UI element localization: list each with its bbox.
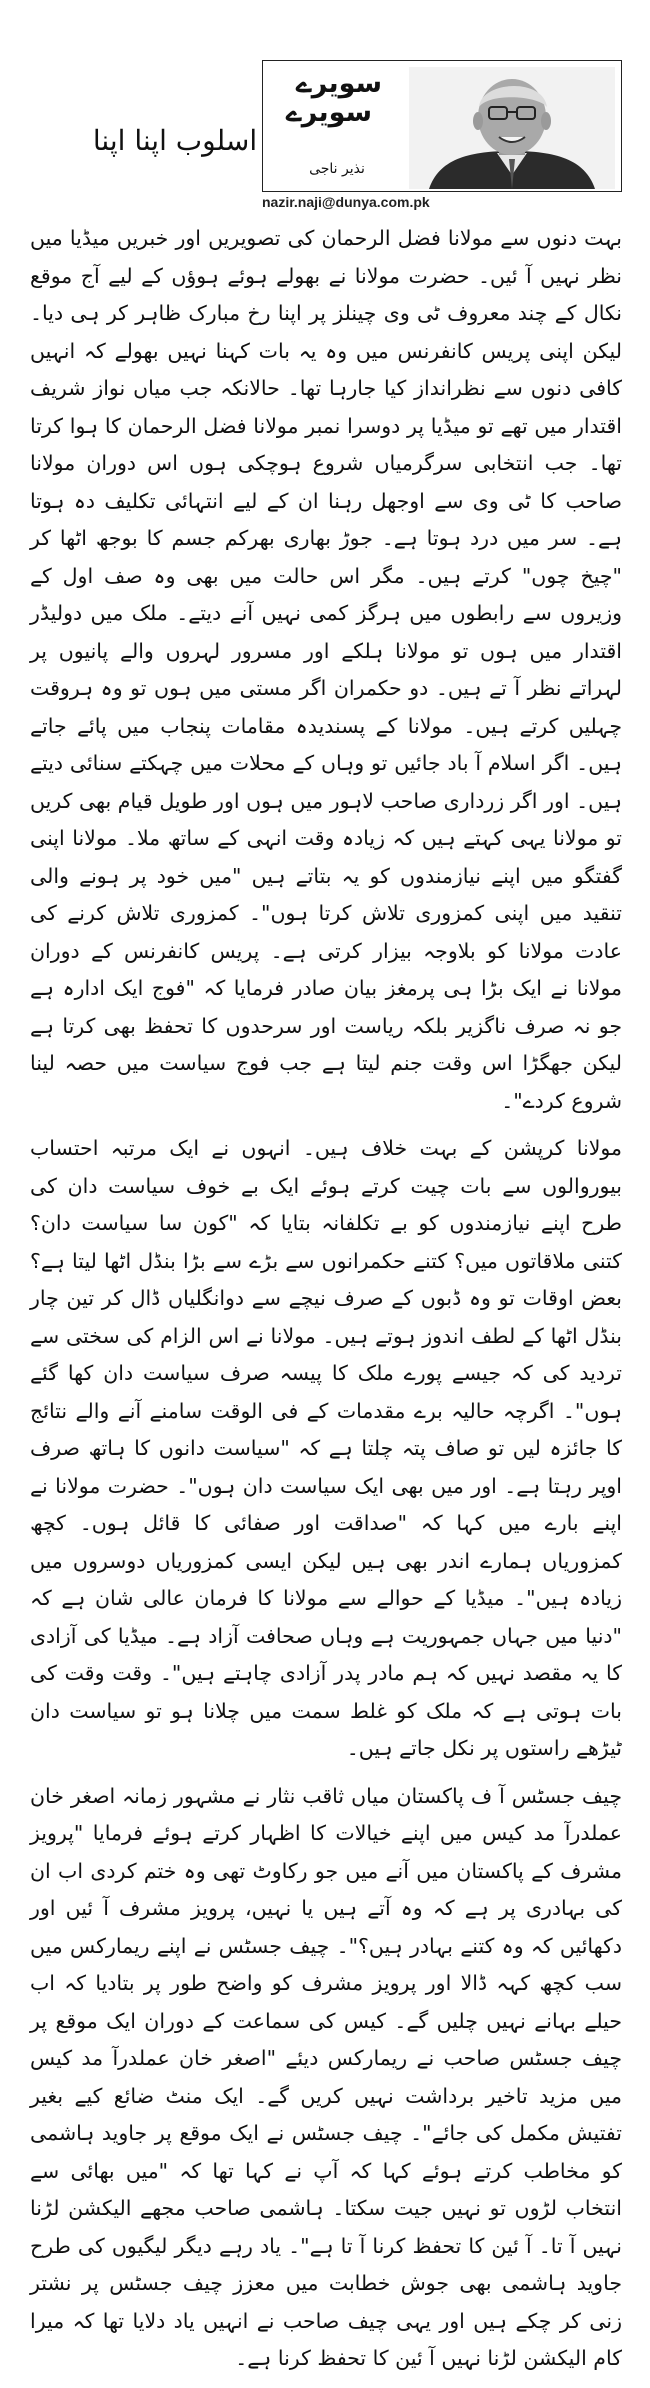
column-brand-logo xyxy=(269,69,409,139)
author-name: نذیر ناجی xyxy=(309,161,365,177)
brand-line-2: سویرے xyxy=(285,97,373,128)
article-paragraph-2: مولانا کرپشن کے بہت خلاف ہیں۔ انہوں نے ایک مرتبہ احتساب بیوروالوں سے بات چیت کرتے ہوئے ایک بے خوف سیاست دان کی طرح اپنے نیازمندوں کو بے تکلفانہ بتایا کہ "کون سا سیاست دان؟ کتنی ملاقاتوں میں؟ کتنے حکمرانوں سے بڑے سے بڑا بنڈل اٹھا لیتا ہے؟ بعض اوقات تو وہ ڈبوں کے صرف نیچے سے دوانگلیاں ڈال کر تین چار بنڈل اٹھا کے لطف اندوز ہوتے ہیں۔ مولانا نے اس الزام کی سختی سے تردید کی کہ جیسے پورے ملک کا پیسہ صرف سیاست دان کھا گئے ہوں"۔ اگرچہ حالیہ برے مقدمات کے فی الوقت سامنے آنے والے نتائج کا جائزہ لیں تو صاف پتہ چلتا ہے کہ "سیاست دانوں کا ہاتھ صرف اوپر رہتا ہے۔ اور میں بھی ایک سیاست دان ہوں"۔ حضرت مولانا نے اپنے بارے میں کہا کہ "صداقت اور صفائی کا قائل ہوں۔ کچھ کمزوریاں ہمارے اندر بھی ہیں لیکن ایسی کمزوریاں دوسروں میں زیادہ ہیں"۔ میڈیا کے حوالے سے مولانا کا فرمان عالی شان ہے کہ "دنیا میں جہاں جمہوریت ہے وہاں صحافت آزاد ہے۔ میڈیا کی آزادی کا یہ مقصد نہیں کہ ہم مادر پدر آزادی چاہتے ہیں"۔ وقت وقت کی بات ہوتی ہے کہ ملک کو غلط سمت میں چلانا ہو تو سیاست دان ٹیڑھے راستوں پر نکل جاتے ہیں۔ xyxy=(30,1136,622,1760)
column-header-box xyxy=(262,60,622,192)
brand-line-1: سویرے xyxy=(295,68,383,99)
author-portrait xyxy=(409,67,615,189)
article-body xyxy=(30,220,622,2388)
article-paragraph-3: چیف جسٹس آ ف پاکستان میاں ثاقب نثار نے مشہور زمانہ اصغر خان عملدرآ مد کیس میں اپنے خیالات کا اظہار کرتے ہوئے فرمایا "پرویز مشرف کے پاکستان میں آنے میں جو رکاوٹ تھی وہ ختم کردی اب ان کی بہادری پر ہے کہ وہ آتے ہیں یا نہیں، پرویز مشرف آ ئیں اور دکھائیں کہ وہ کتنے بہادر ہیں؟"۔ چیف جسٹس نے اپنے ریمارکس میں سب کچھ کہہ ڈالا اور پرویز مشرف کو واضح طور پر بتادیا کہ اب حیلے بہانے نہیں چلیں گے۔ کیس کی سماعت کے دوران ایک موقع پر چیف جسٹس صاحب نے ریمارکس دیئے "اصغر خان عملدرآ مد کیس میں مزید تاخیر برداشت نہیں کریں گے۔ ایک منٹ ضائع کیے بغیر تفتیش مکمل کی جائے"۔ چیف جسٹس نے ایک موقع پر جاوید ہاشمی کو مخاطب کرتے ہوئے کہا کہ آپ نے کہا تھا کہ "میں بھائی سے انتخاب لڑوں تو نہیں جیت سکتا۔ ہاشمی صاحب مجھے الیکشن لڑنا نہیں آ تا۔ آ ئین کا تحفظ کرنا آ تا ہے"۔ یاد رہے دیگر لیگیوں کی طرح جاوید ہاشمی بھی جوش خطابت میں معزز چیف جسٹس پر نشتر زنی کر چکے ہیں اور یہی چیف صاحب نے انہیں یاد دلایا تھا کہ میرا کام الیکشن لڑنا نہیں آ ئین کا تحفظ کرنا ہے۔ xyxy=(30,1783,622,2370)
author-photo-icon xyxy=(409,67,615,189)
article-paragraph-1: بہت دنوں سے مولانا فضل الرحمان کی تصویریں اور خبریں میڈیا میں نظر نہیں آ ئیں۔ حضرت مولانا نے بھولے ہوئے ہوؤں کے لیے آج موقع نکال کے چند معروف ٹی وی چینلز پر اپنا رخ مبارک ظاہر کر ہی دیا۔ لیکن اپنی پریس کانفرنس میں وہ یہ بات کہنا نہیں بھولے کہ انہیں کافی دنوں سے نظرانداز کیا جارہا تھا۔ حالانکہ جب میاں نواز شریف اقتدار میں تھے تو میڈیا پر دوسرا نمبر مولانا فضل الرحمان کا ہوا کرتا تھا۔ جب انتخابی سرگرمیاں شروع ہوچکی ہوں اس دوران مولانا صاحب کا ٹی وی سے اوجھل رہنا ان کے لیے انتہائی تکلیف دہ ہوتا ہے۔ سر میں درد ہوتا ہے۔ جوڑ بھاری بھرکم جسم کا بوجھ اٹھا کر "چیخ چوں" کرتے ہیں۔ مگر اس حالت میں بھی وہ صف اول کے وزیروں سے رابطوں میں ہرگز کمی نہیں آنے دیتے۔ ملک میں دولیڈر اقتدار میں ہوں تو مولانا ہلکے اور مسرور لہروں والے پانیوں پر لہراتے نظر آ تے ہیں۔ دو حکمران اگر مستی میں ہوں تو وہ ہروقت چہلیں کرتے ہیں۔ مولانا کے پسندیدہ مقامات پنجاب میں پائے جاتے ہیں۔ اگر اسلام آ باد جائیں تو وہاں کے محلات میں چہکتے سنائی دیتے ہیں۔ اور اگر زرداری صاحب لاہور میں ہوں اور طویل قیام بھی کریں تو مولانا یہی کہتے ہیں کہ زیادہ وقت انہی کے ساتھ ملا۔ مولانا اپنی گفتگو میں اپنے نیازمندوں کو یہ بتاتے ہیں "میں خود پر ہونے والی تنقید میں اپنی کمزوری تلاش کرتا ہوں"۔ کمزوری تلاش کرنے کی عادت مولانا کو بلاوجہ بیزار کرتی ہے۔ پریس کانفرنس کے دوران مولانا نے ایک بڑا ہی پرمغز بیان صادر فرمایا کہ "فوج ایک ادارہ ہے جو نہ صرف ناگزیر بلکہ ریاست اور سرحدوں کا تحفظ بھی کرتا ہے لیکن جھگڑا اس وقت جنم لیتا ہے جب فوج سیاست میں حصہ لینا شروع کردے"۔ xyxy=(30,226,622,1113)
column-title: اسلوب اپنا اپنا xyxy=(92,124,258,157)
author-email: nazir.naji@dunya.com.pk xyxy=(262,194,430,210)
